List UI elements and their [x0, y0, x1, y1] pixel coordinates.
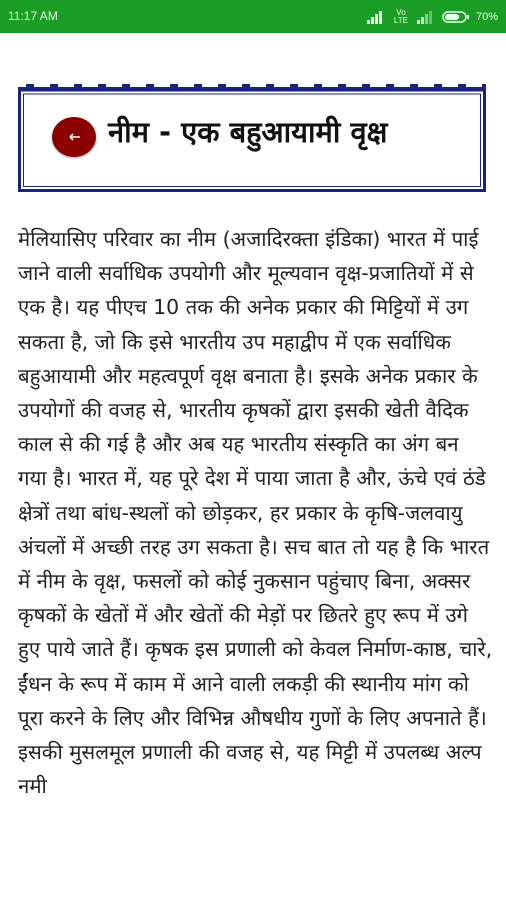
- battery-percentage: 70%: [475, 11, 498, 23]
- article-paragraph: मेलियासिए परिवार का नीम (अजादिरक्ता इंडिका) भारत में पाई जाने वाली सर्वाधिक उपयोगी और मूल्यवान वृक्ष-प्रजातियों में से एक है। यह पीएच 10 तक की अनेक प्रकार की मिट्टियों में उग सकता है, जो कि इसे भारतीय उप महाद्वीप में एक सर्वाधिक बहुआयामी और महत्वपूर्ण वृक्ष बनाता है। इसके अनेक प्रकार के उपयोगों की वजह से, भारतीय कृषकों द्वारा इसकी खेती वैदिक काल से की गई है और अब यह भारतीय संस्कृति का अंग बन गया है। भारत में, यह पूरे देश में पाया जाता है और, ऊंचे एवं ठंडे क्षेत्रों तथा बांध-स्थलों को छोड़कर, हर प्रकार के कृषि-जलवायु अंचलों में अच्छी तरह उग सकता है। सच बात तो यह है कि भारत में नीम के वृक्ष, फसलों को कोई नुकसान पहुंचाए बिना, अक्सर कृषकों के खेतों में और खेतों की मेड़ों पर छितरे हुए रूप में उगे हुए पाये जाते हैं। कृषक इस प्रणाली को केवल निर्माण-काष्ठ, चारे, ईंधन के रूप में काम में आने वाली लकड़ी की स्थानीय मांग को पूरा करने के लिए और विभिन्न औषधीय गुणों के लिए अपनाते हैं। इसकी मुसलमूल प्रणाली की वजह से, यह मिट्टी में उपलब्ध अल्प नमी: [18, 227, 493, 799]
- arrow-left-icon: [67, 133, 81, 141]
- signal-icon: [416, 10, 436, 24]
- network-type-label: Vo LTE: [393, 8, 408, 25]
- article-body[interactable]: [18, 222, 493, 902]
- battery-icon: [442, 11, 470, 23]
- status-time: 11:17 AM: [8, 9, 58, 23]
- signal-icon: [366, 10, 386, 24]
- back-button[interactable]: [52, 117, 96, 157]
- title-banner: [18, 84, 486, 192]
- page-title: नीम - एक बहुआयामी वृक्ष: [108, 115, 388, 149]
- status-bar: [0, 0, 506, 33]
- status-icons: [366, 7, 498, 27]
